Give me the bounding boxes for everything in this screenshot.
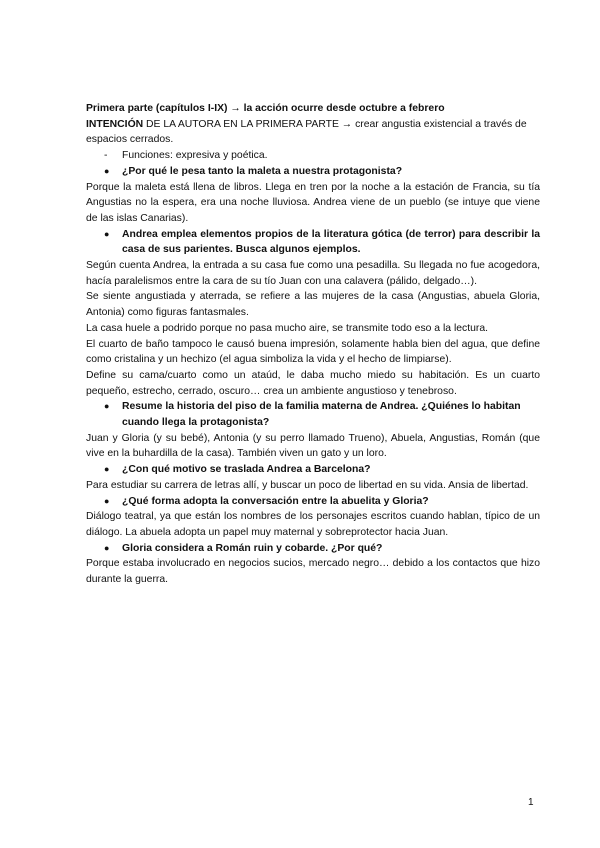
intention-text: DE LA AUTORA EN LA PRIMERA PARTE → crear angustia existencial a través de espacios cerrados. <box>86 118 527 146</box>
functions-text: Funciones: expresiva y poética. <box>122 150 268 162</box>
question-heading <box>86 494 540 510</box>
bullet-icon: ● <box>104 228 110 239</box>
question-text: ¿Qué forma adopta la conversación entre la abuelita y Gloria? <box>122 495 429 507</box>
answer-paragraph: El cuarto de baño tampoco le causó buena impresión, solamente habla bien del agua, que define como cristalina y un hechizo (el agua simboliza la vida y el hecho de limpiarse). <box>86 338 540 366</box>
bullet-icon: ● <box>104 464 110 475</box>
bullet-icon: ● <box>104 495 110 506</box>
answer-paragraph: Juan y Gloria (y su bebé), Antonia (y su perro llamado Trueno), Abuela, Angustias, Román (que vive en la buhardilla de la casa). También viven un gato y un loro. <box>86 432 540 460</box>
question-heading <box>86 541 540 557</box>
document-body <box>86 101 540 588</box>
bullet-icon: ● <box>104 401 110 412</box>
intention-label: INTENCIÓN <box>86 118 144 130</box>
answer-paragraph: Porque la maleta está llena de libros. Llega en tren por la noche a la estación de Francia, su tía Angustias no la espera, era una noche lluviosa. Andrea viene de un pueblo (se intuye que viene de las islas Canarias). <box>86 181 540 224</box>
question-text: Gloria considera a Román ruin y cobarde. ¿Por qué? <box>122 542 383 554</box>
answer-paragraph: Se siente angustiada y aterrada, se refiere a las mujeres de la casa (Angustias, abuela Gloria, Antonia) como figuras fantasmales. <box>86 291 540 319</box>
question-text: ¿Por qué le pesa tanto la maleta a nuestra protagonista? <box>122 165 403 177</box>
functions-list-item <box>86 148 540 164</box>
question-text: Andrea emplea elementos propios de la literatura gótica (de terror) para describir la casa de sus parientes. Busca algunos ejemplos. <box>122 228 540 256</box>
question-heading <box>86 399 540 430</box>
bullet-icon: ● <box>104 542 110 553</box>
answer-paragraph: Define su cama/cuarto como un ataúd, le daba mucho miedo su habitación. Es un cuarto pequeño, estrecho, cerrado, oscuro… crea un ambiente angustioso y tenebroso. <box>86 369 540 397</box>
question-text: Resume la historia del piso de la familia materna de Andrea. ¿Quiénes lo habitan cuando llega la protagonista? <box>122 401 521 429</box>
dash-marker: - <box>104 150 108 162</box>
question-text: ¿Con qué motivo se traslada Andrea a Barcelona? <box>122 464 371 476</box>
answer-paragraph: Porque estaba involucrado en negocios sucios, mercado negro… debido a los contactos que hizo durante la guerra. <box>86 558 540 586</box>
question-heading <box>86 164 540 180</box>
answer-paragraph: La casa huele a podrido porque no pasa mucho aire, se transmite todo eso a la lectura. <box>86 322 489 334</box>
part-heading: Primera parte (capítulos I-IX) → la acción ocurre desde octubre a febrero <box>86 103 445 114</box>
answer-paragraph: Según cuenta Andrea, la entrada a su casa fue como una pesadilla. Su llegada no fue acogedora, hacía paralelismos entre la cara de su tío Juan con una calavera (pálido, delgado…). <box>86 260 540 287</box>
bullet-icon: ● <box>104 165 110 176</box>
page-number: 1 <box>528 797 534 808</box>
answer-paragraph: Diálogo teatral, ya que están los nombres de los personajes escritos cuando hablan, típico de un diálogo. La abuela adopta un papel muy maternal y sobreprotector hacia Juan. <box>86 511 540 538</box>
question-heading <box>86 462 540 478</box>
author-intention <box>86 117 540 148</box>
answer-paragraph: Para estudiar su carrera de letras allí, y buscar un poco de libertad en su vida. Ansia de libertad. <box>86 479 529 491</box>
question-heading <box>86 227 540 258</box>
